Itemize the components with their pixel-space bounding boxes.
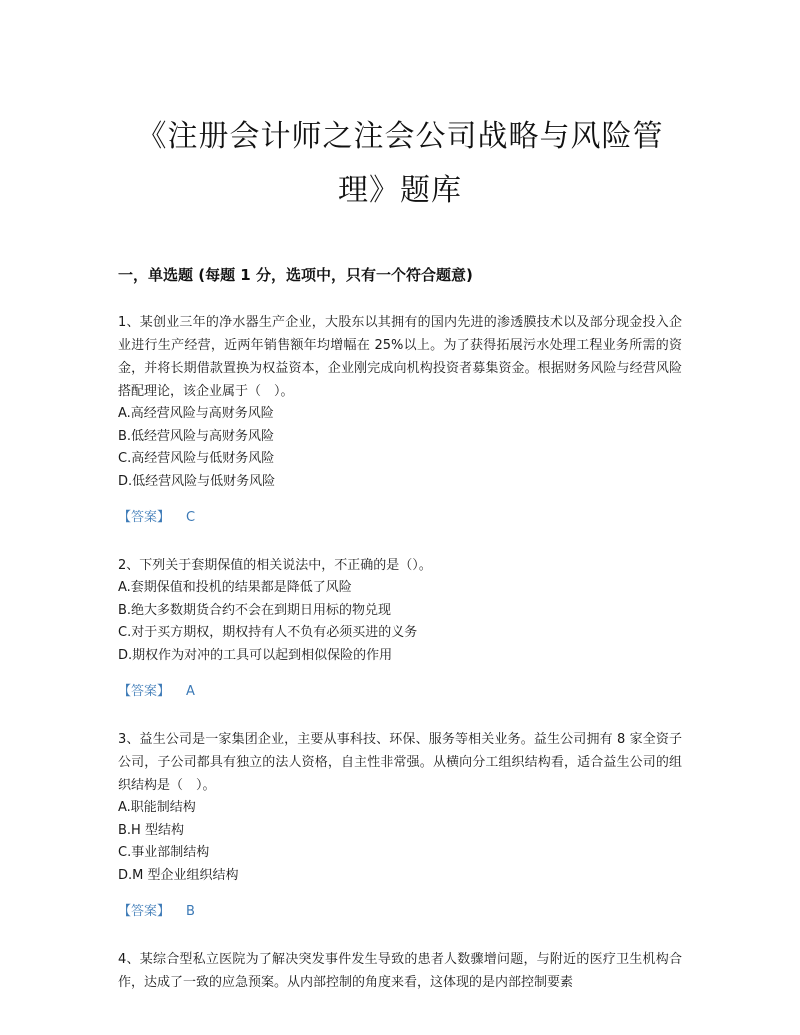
question-1 xyxy=(118,311,682,529)
answer-value: A xyxy=(186,684,195,699)
answer-label: 【答案】 xyxy=(118,510,171,525)
question-3 xyxy=(118,728,682,923)
answer-value: C xyxy=(186,510,196,525)
option-a: A.套期保值和投机的结果都是降低了风险 xyxy=(118,580,352,595)
option-a: A.职能制结构 xyxy=(118,800,196,815)
answer-line xyxy=(118,507,682,529)
question-stem: 1、某创业三年的净水器生产企业，大股东以其拥有的国内先进的渗透膜技术以及部分现金投入企业进行生产经营，近两年销售额年均增幅在 25%以上。为了获得拓展污水处理工程业务所需的资金，并将长期借款置换为权益资本，企业刚完成向机构投资者募集资金。根据财务风险与经营风险搭配理论，该企业属于（ ）。 xyxy=(118,315,682,399)
answer-value: B xyxy=(186,904,195,919)
option-a: A.高经营风险与高财务风险 xyxy=(118,406,274,421)
option-c: C.高经营风险与低财务风险 xyxy=(118,451,275,466)
question-stem: 4、某综合型私立医院为了解决突发事件发生导致的患者人数骤增问题，与附近的医疗卫生机构合作，达成了一致的应急预案。从内部控制的角度来看，这体现的是内部控制要素 xyxy=(118,952,682,990)
question-2 xyxy=(118,554,682,703)
answer-label: 【答案】 xyxy=(118,904,171,919)
answer-line xyxy=(118,901,682,923)
option-d: D.M 型企业组织结构 xyxy=(118,867,239,883)
document-title: 《注册会计师之注会公司战略与风险管理》题库 xyxy=(136,119,664,208)
option-d: D.低经营风险与低财务风险 xyxy=(118,473,276,489)
question-4 xyxy=(118,948,682,994)
option-b: B.绝大多数期货合约不会在到期日用标的物兑现 xyxy=(118,602,392,618)
option-d: D.期权作为对冲的工具可以起到相似保险的作用 xyxy=(118,647,393,663)
option-c: C.对于买方期权，期权持有人不负有必须买进的义务 xyxy=(118,625,418,640)
question-stem: 2、下列关于套期保值的相关说法中，不正确的是（）。 xyxy=(118,558,432,573)
option-b: B.H 型结构 xyxy=(118,822,184,838)
section-heading: 一，单选题 (每题 1 分，选项中，只有一个符合题意) xyxy=(118,266,473,284)
answer-line xyxy=(118,681,682,703)
question-stem: 3、益生公司是一家集团企业，主要从事科技、环保、服务等相关业务。益生公司拥有 8 家全资子公司，子公司都具有独立的法人资格，自主性非常强。从横向分工组织结构看，适合益生公司的组织结构是（ ）。 xyxy=(118,732,682,793)
option-c: C.事业部制结构 xyxy=(118,845,210,860)
answer-label: 【答案】 xyxy=(118,684,171,699)
option-b: B.低经营风险与高财务风险 xyxy=(118,428,275,444)
